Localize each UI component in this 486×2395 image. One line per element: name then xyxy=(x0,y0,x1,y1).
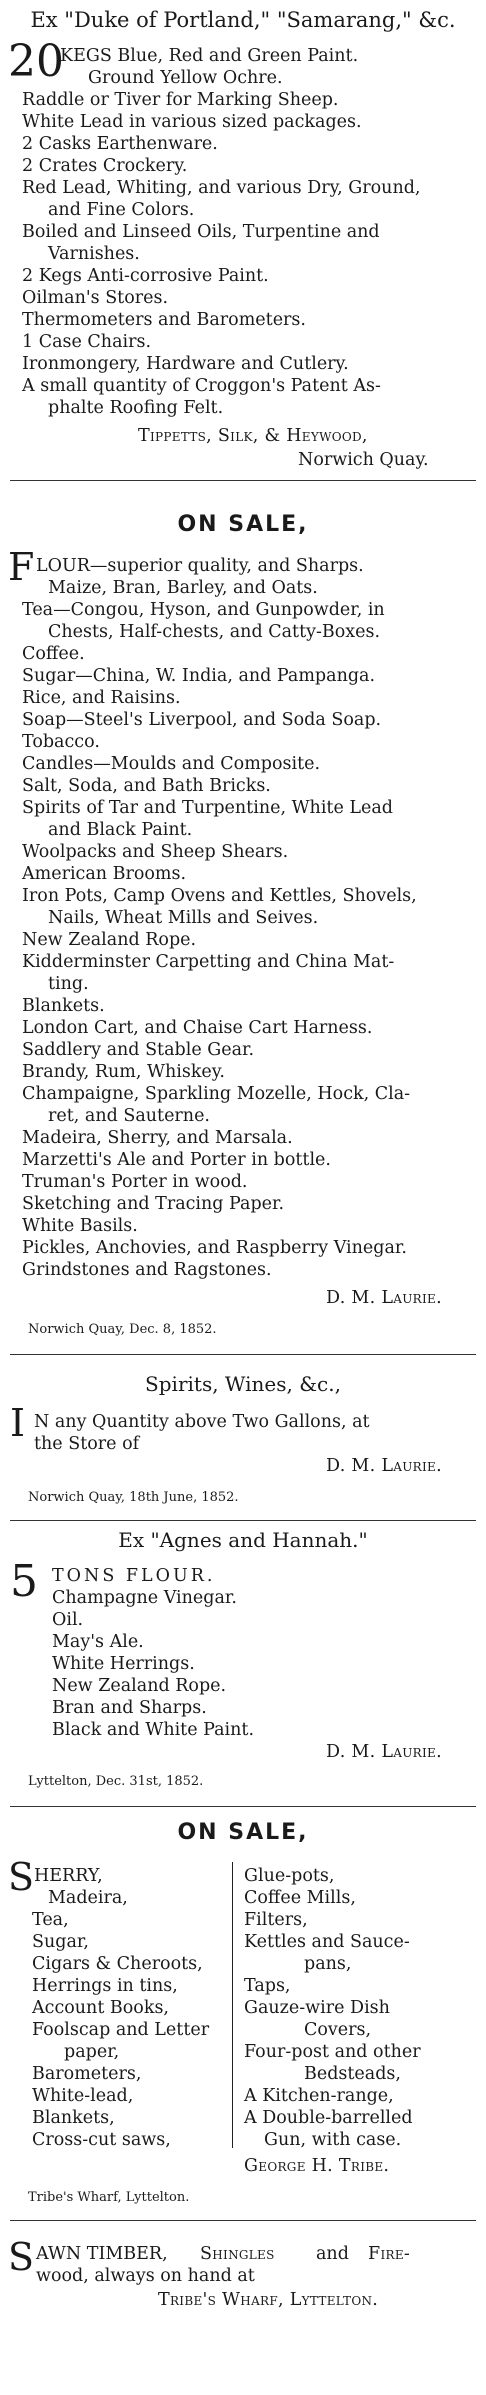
ad2-line: Soap—Steel's Liverpool, and Soda Soap. xyxy=(22,710,382,730)
ad6-line3: Tribe's Wharf, Lyttelton. xyxy=(158,2290,379,2310)
ad2-line: American Brooms. xyxy=(22,864,187,884)
ad5-right-line: Four-post and other xyxy=(244,2042,421,2062)
ad2-line: Salt, Soda, and Bath Bricks. xyxy=(22,776,271,796)
ad2-line: Maize, Bran, Barley, and Oats. xyxy=(48,578,318,598)
ad5-left-line: Cross-cut saws, xyxy=(32,2130,171,2150)
ad5-heading: ON SALE, xyxy=(177,1820,309,1845)
ad2-heading: ON SALE, xyxy=(177,512,309,537)
ad2-footer: Norwich Quay, Dec. 8, 1852. xyxy=(28,1322,217,1337)
ad2-signature: D. M. Laurie. xyxy=(326,1288,442,1308)
ad5-right-line: Gauze-wire Dish xyxy=(244,1998,390,2018)
ad4-line: New Zealand Rope. xyxy=(52,1676,227,1696)
ad2-line: Nails, Wheat Mills and Seives. xyxy=(48,908,319,928)
ad4-line: Black and White Paint. xyxy=(52,1720,255,1740)
ad2-line: Saddlery and Stable Gear. xyxy=(22,1040,255,1060)
ad2-line: LOUR—superior quality, and Sharps. xyxy=(36,556,364,576)
ad2-line: Tea—Congou, Hyson, and Gunpowder, in xyxy=(22,600,385,620)
ad6-line1-a: AWN TIMBER, xyxy=(36,2244,168,2264)
ad3-signature: D. M. Laurie. xyxy=(326,1456,442,1476)
ad5-left-line: Blankets, xyxy=(32,2108,115,2128)
ad2-line: Tobacco. xyxy=(22,732,100,752)
ad6-line1-b: Shingles xyxy=(200,2244,275,2264)
ad3-drop-cap: I xyxy=(10,1401,26,1445)
ad1-line: 2 Casks Earthenware. xyxy=(22,134,218,154)
ad2-line: Grindstones and Ragstones. xyxy=(22,1260,272,1280)
column-divider xyxy=(232,1862,233,2148)
ad5-left-line: White-lead, xyxy=(32,2086,134,2106)
divider xyxy=(10,1354,476,1355)
ad5-left-line: Sugar, xyxy=(32,1932,89,1952)
ad2-line: Truman's Porter in wood. xyxy=(22,1172,248,1192)
ad5-right-line: Kettles and Sauce- xyxy=(244,1932,410,1952)
ad1-line: KEGS Blue, Red and Green Paint. xyxy=(60,46,359,66)
divider xyxy=(10,480,476,481)
ad5-left-line: Tea, xyxy=(32,1910,69,1930)
ad1-line: Boiled and Linseed Oils, Turpentine and xyxy=(22,222,380,242)
ad5-right-line: Covers, xyxy=(304,2020,372,2040)
ad4-line: Bran and Sharps. xyxy=(52,1698,207,1718)
ad2-line: Chests, Half-chests, and Catty-Boxes. xyxy=(48,622,381,642)
ad5-left-line: paper, xyxy=(64,2042,120,2062)
ad4-line: White Herrings. xyxy=(52,1654,195,1674)
ad5-left-line: Account Books, xyxy=(32,1998,169,2018)
ad2-line: New Zealand Rope. xyxy=(22,930,197,950)
ad5-left-line: Madeira, xyxy=(48,1888,128,1908)
ad1-line: Oilman's Stores. xyxy=(22,288,169,308)
ad2-line: Woolpacks and Sheep Shears. xyxy=(22,842,289,862)
ad4-first-line: TONS FLOUR. xyxy=(52,1566,216,1586)
ad2-line: Brandy, Rum, Whiskey. xyxy=(22,1062,225,1082)
ad4-footer: Lyttelton, Dec. 31st, 1852. xyxy=(28,1774,204,1789)
ad5-left-line: Foolscap and Letter xyxy=(32,2020,210,2040)
ad1-line: 2 Kegs Anti-corrosive Paint. xyxy=(22,266,269,286)
ad2-line: London Cart, and Chaise Cart Harness. xyxy=(22,1018,373,1038)
ad5-signature: George H. Tribe. xyxy=(244,2156,390,2176)
ad2-line: Iron Pots, Camp Ovens and Kettles, Shovels, xyxy=(22,886,417,906)
ad5-right-line: A Double-barrelled xyxy=(244,2108,413,2128)
ad1-line: Thermometers and Barometers. xyxy=(22,310,306,330)
ad5-left-line: Barometers, xyxy=(32,2064,142,2084)
ad6-line2: wood, always on hand at xyxy=(36,2266,255,2286)
ad1-signature: Tippetts, Silk, & Heywood, xyxy=(138,426,368,446)
ad1-line: 2 Crates Crockery. xyxy=(22,156,188,176)
ad6-line1-d: Fire- xyxy=(368,2244,411,2264)
ad2-line: Kidderminster Carpetting and China Mat- xyxy=(22,952,395,972)
divider xyxy=(10,2220,476,2221)
ad2-line: Spirits of Tar and Turpentine, White Lead xyxy=(22,798,393,818)
ad2-line: Pickles, Anchovies, and Raspberry Vinegar. xyxy=(22,1238,407,1258)
ad6-line1-c: and xyxy=(316,2244,349,2264)
ad5-right-line: pans, xyxy=(304,1954,352,1974)
ad2-line: Coffee. xyxy=(22,644,85,664)
ad1-drop-cap: 20 xyxy=(8,36,64,87)
ad5-right-line: Filters, xyxy=(244,1910,308,1930)
ad5-right-line: Gun, with case. xyxy=(264,2130,402,2150)
ad1-line: White Lead in various sized packages. xyxy=(22,112,362,132)
ad3-heading: Spirits, Wines, &c., xyxy=(145,1372,341,1396)
ad2-line: ret, and Sauterne. xyxy=(48,1106,210,1126)
ad1-line: Red Lead, Whiting, and various Dry, Ground, xyxy=(22,178,421,198)
ad2-line: Champaigne, Sparkling Mozelle, Hock, Cla- xyxy=(22,1084,411,1104)
ad2-line: Marzetti's Ale and Porter in bottle. xyxy=(22,1150,331,1170)
ad1-line: A small quantity of Croggon's Patent As- xyxy=(22,376,381,396)
ad5-right-line: Coffee Mills, xyxy=(244,1888,356,1908)
ad2-line: and Black Paint. xyxy=(48,820,193,840)
ad4-signature: D. M. Laurie. xyxy=(326,1742,442,1762)
ad2-line: Candles—Moulds and Composite. xyxy=(22,754,321,774)
divider xyxy=(10,1806,476,1807)
ad5-left-line: Cigars & Cheroots, xyxy=(32,1954,203,1974)
ad1-heading: Ex "Duke of Portland," "Samarang," &c. xyxy=(30,8,456,32)
ad2-drop-cap: F xyxy=(8,545,35,589)
ad4-line: Champagne Vinegar. xyxy=(52,1588,237,1608)
ad5-right-line: Taps, xyxy=(244,1976,291,1996)
ad1-line: Raddle or Tiver for Marking Sheep. xyxy=(22,90,339,110)
ad1-line: Varnishes. xyxy=(48,244,140,264)
ad2-line: Sugar—China, W. India, and Pampanga. xyxy=(22,666,376,686)
ad2-line: White Basils. xyxy=(22,1216,138,1236)
ad1-line: Ground Yellow Ochre. xyxy=(88,68,283,88)
ad4-line: Oil. xyxy=(52,1610,84,1630)
ad2-line: Rice, and Raisins. xyxy=(22,688,181,708)
ad5-right-line: Glue-pots, xyxy=(244,1866,335,1886)
ad1-line: phalte Roofing Felt. xyxy=(48,398,224,418)
ad4-line: May's Ale. xyxy=(52,1632,144,1652)
ad4-heading: Ex "Agnes and Hannah." xyxy=(118,1528,368,1552)
ad2-line: Blankets. xyxy=(22,996,105,1016)
ad3-line: the Store of xyxy=(34,1434,140,1454)
ad5-footer: Tribe's Wharf, Lyttelton. xyxy=(28,2190,190,2205)
ad1-line: Ironmongery, Hardware and Cutlery. xyxy=(22,354,349,374)
divider xyxy=(10,1520,476,1521)
ad6-drop-cap: S xyxy=(8,2235,35,2279)
ad4-drop-cap: 5 xyxy=(10,1556,38,1607)
ad5-right-line: Bedsteads, xyxy=(304,2064,401,2084)
ad3-line: N any Quantity above Two Gallons, at xyxy=(34,1412,370,1432)
ad2-line: Madeira, Sherry, and Marsala. xyxy=(22,1128,293,1148)
ad5-left-line: HERRY, xyxy=(34,1866,103,1886)
ad5-left-line: Herrings in tins, xyxy=(32,1976,178,1996)
ad5-drop-cap: S xyxy=(8,1855,35,1899)
ad1-place: Norwich Quay. xyxy=(298,450,429,470)
ad2-line: Sketching and Tracing Paper. xyxy=(22,1194,285,1214)
ad1-line: 1 Case Chairs. xyxy=(22,332,152,352)
ad3-footer: Norwich Quay, 18th June, 1852. xyxy=(28,1490,239,1505)
ad5-right-line: A Kitchen-range, xyxy=(244,2086,394,2106)
ad1-line: and Fine Colors. xyxy=(48,200,195,220)
ad2-line: ting. xyxy=(48,974,89,994)
